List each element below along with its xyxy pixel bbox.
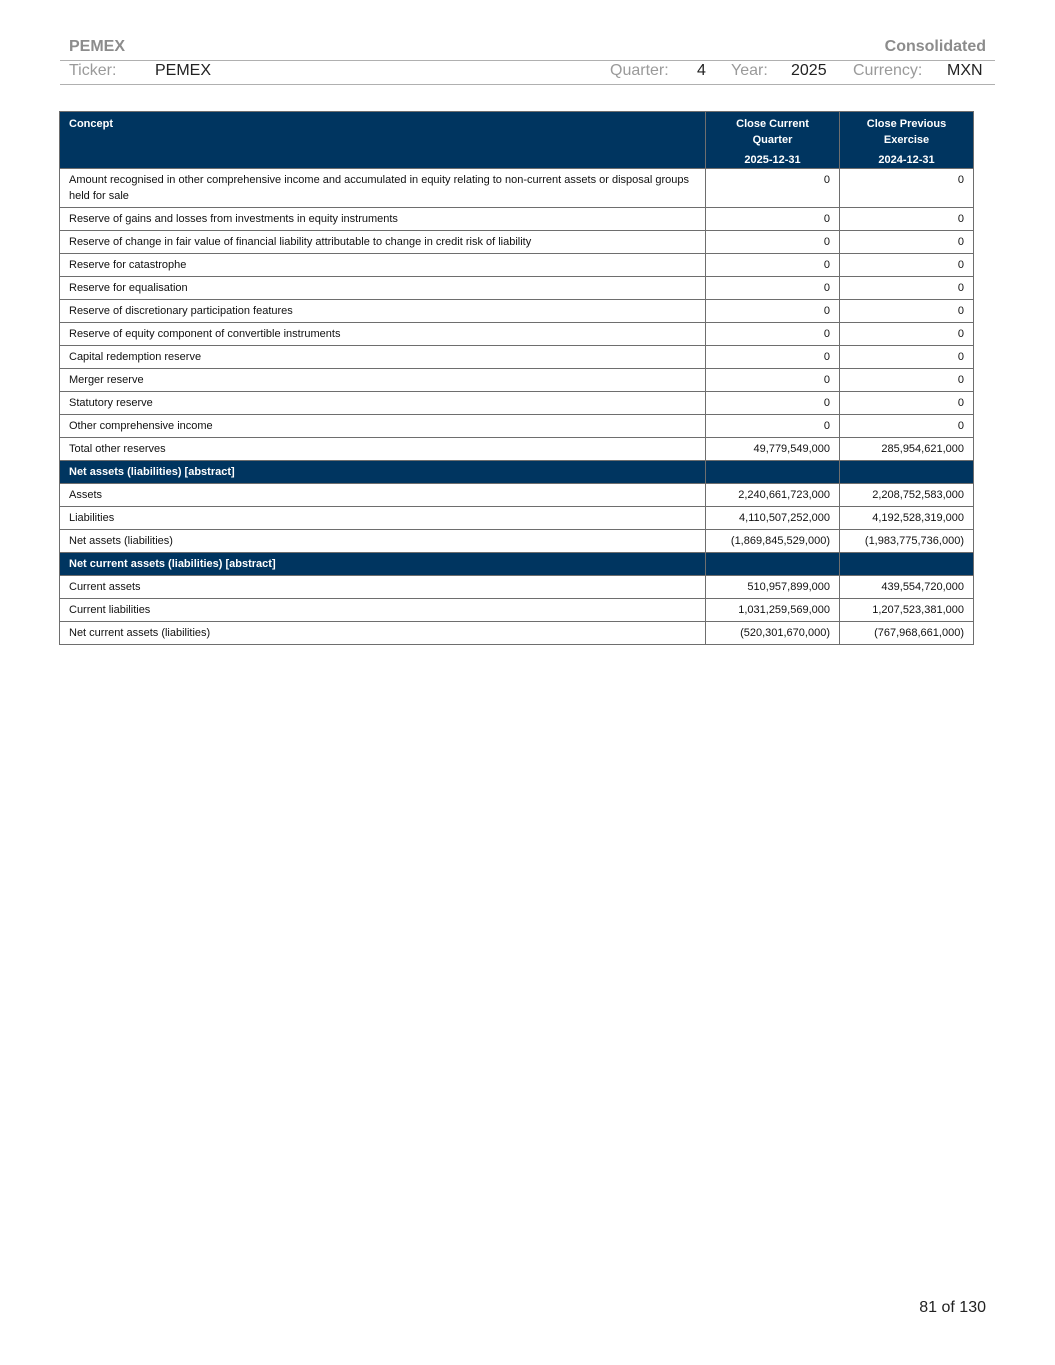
table-row [60, 300, 974, 323]
column-header-current [706, 112, 840, 169]
concept-cell: Net current assets (liabilities) [60, 622, 706, 645]
concept-cell: Reserve of gains and losses from investments in equity instruments [60, 208, 706, 231]
report-metadata [60, 60, 995, 85]
previous-value-cell [840, 553, 974, 576]
table-row [60, 323, 974, 346]
current-label: Close Current Quarter [736, 118, 809, 146]
current-value-cell: 0 [706, 169, 840, 208]
concept-cell: Merger reserve [60, 369, 706, 392]
previous-value-cell: 0 [840, 169, 974, 208]
concept-cell: Current liabilities [60, 599, 706, 622]
page-number: 81 of 130 [919, 1299, 986, 1316]
previous-value-cell: 2,208,752,583,000 [840, 484, 974, 507]
current-value-cell: 2,240,661,723,000 [706, 484, 840, 507]
column-header-concept: Concept [60, 112, 706, 169]
concept-cell: Capital redemption reserve [60, 346, 706, 369]
previous-value-cell: 0 [840, 323, 974, 346]
consolidation-scope: Consolidated [884, 38, 986, 55]
table-row [60, 169, 974, 208]
table-row [60, 369, 974, 392]
current-value-cell: 0 [706, 277, 840, 300]
concept-cell: Net current assets (liabilities) [abstract] [60, 553, 706, 576]
current-value-cell: 0 [706, 415, 840, 438]
current-date: 2025-12-31 [744, 154, 801, 166]
table-row [60, 415, 974, 438]
section-header-row [60, 461, 974, 484]
current-value-cell: 0 [706, 323, 840, 346]
previous-value-cell [840, 461, 974, 484]
table-row [60, 507, 974, 530]
previous-value-cell: (1,983,775,736,000) [840, 530, 974, 553]
previous-value-cell: 0 [840, 300, 974, 323]
table-row [60, 231, 974, 254]
ticker-label: Ticker: [69, 62, 117, 79]
current-value-cell: 0 [706, 231, 840, 254]
report-header [60, 36, 995, 61]
previous-value-cell: 0 [840, 369, 974, 392]
concept-cell: Current assets [60, 576, 706, 599]
concept-cell: Assets [60, 484, 706, 507]
previous-value-cell: 1,207,523,381,000 [840, 599, 974, 622]
quarter-value: 4 [697, 62, 706, 79]
table-row [60, 254, 974, 277]
previous-value-cell: 0 [840, 208, 974, 231]
previous-label: Close Previous Exercise [866, 118, 947, 146]
column-header-previous [840, 112, 974, 169]
current-value-cell [706, 553, 840, 576]
table-row [60, 484, 974, 507]
table-row [60, 392, 974, 415]
quarter-label: Quarter: [610, 62, 669, 79]
current-value-cell: (520,301,670,000) [706, 622, 840, 645]
concept-cell: Other comprehensive income [60, 415, 706, 438]
previous-value-cell: 0 [840, 254, 974, 277]
previous-value-cell: 4,192,528,319,000 [840, 507, 974, 530]
table-body [60, 169, 974, 645]
concept-cell: Reserve of change in fair value of financial liability attributable to change in credit risk of liability [60, 231, 706, 254]
concept-cell: Reserve of discretionary participation features [60, 300, 706, 323]
previous-value-cell: 0 [840, 392, 974, 415]
concept-cell: Statutory reserve [60, 392, 706, 415]
table-row [60, 599, 974, 622]
concept-cell: Net assets (liabilities) [60, 530, 706, 553]
current-value-cell: 0 [706, 392, 840, 415]
year-value: 2025 [791, 62, 827, 79]
current-value-cell: 4,110,507,252,000 [706, 507, 840, 530]
current-value-cell: 0 [706, 208, 840, 231]
currency-value: MXN [947, 62, 983, 79]
financial-table [59, 111, 974, 645]
current-value-cell: 0 [706, 300, 840, 323]
table-row [60, 622, 974, 645]
currency-label: Currency: [853, 62, 923, 79]
previous-value-cell: 285,954,621,000 [840, 438, 974, 461]
table-row [60, 277, 974, 300]
previous-value-cell: 439,554,720,000 [840, 576, 974, 599]
current-value-cell: 0 [706, 254, 840, 277]
current-value-cell: (1,869,845,529,000) [706, 530, 840, 553]
section-header-row [60, 553, 974, 576]
previous-value-cell: (767,968,661,000) [840, 622, 974, 645]
concept-cell: Reserve for catastrophe [60, 254, 706, 277]
table-header-row [60, 112, 974, 169]
current-value-cell [706, 461, 840, 484]
concept-cell: Total other reserves [60, 438, 706, 461]
table-row [60, 208, 974, 231]
previous-date: 2024-12-31 [878, 154, 935, 166]
previous-value-cell: 0 [840, 277, 974, 300]
table-row [60, 576, 974, 599]
current-value-cell: 0 [706, 346, 840, 369]
year-label: Year: [731, 62, 768, 79]
current-value-cell: 510,957,899,000 [706, 576, 840, 599]
table-row [60, 530, 974, 553]
concept-cell: Reserve of equity component of convertible instruments [60, 323, 706, 346]
current-value-cell: 1,031,259,569,000 [706, 599, 840, 622]
concept-cell: Liabilities [60, 507, 706, 530]
table-row [60, 438, 974, 461]
table-row [60, 346, 974, 369]
current-value-cell: 49,779,549,000 [706, 438, 840, 461]
previous-value-cell: 0 [840, 415, 974, 438]
current-value-cell: 0 [706, 369, 840, 392]
company-name: PEMEX [69, 38, 126, 55]
previous-value-cell: 0 [840, 346, 974, 369]
concept-cell: Reserve for equalisation [60, 277, 706, 300]
previous-value-cell: 0 [840, 231, 974, 254]
concept-cell: Net assets (liabilities) [abstract] [60, 461, 706, 484]
concept-cell: Amount recognised in other comprehensive income and accumulated in equity relating to non-current assets or disposal groups held for sale [60, 169, 706, 208]
ticker-value: PEMEX [155, 62, 212, 79]
